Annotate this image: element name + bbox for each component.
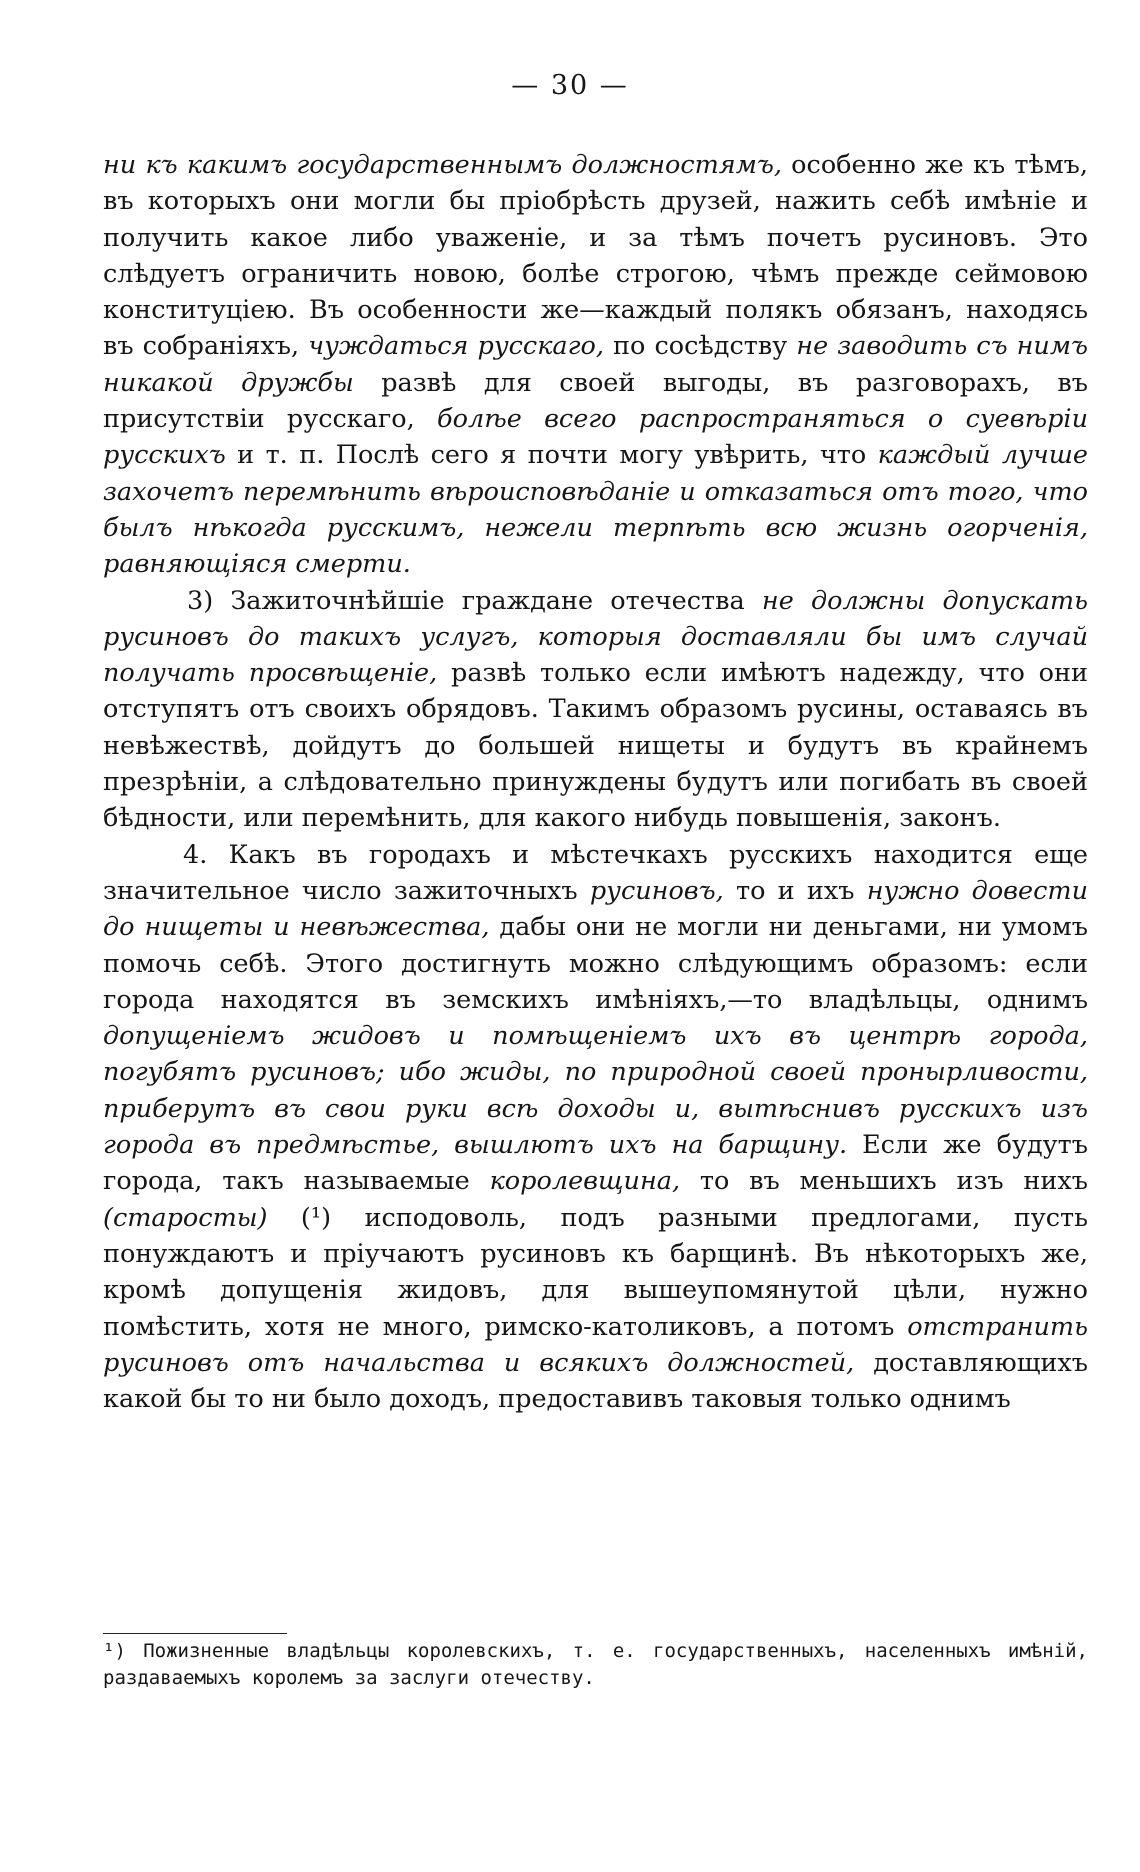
italic-span: королевщина, [489,1166,681,1197]
italic-span: каждый лучше захочетъ перемѣнить вѣроисповѣданіе и отказаться отъ того, что былъ нѣкогда русскимъ, нежели терпѣть всю жизнь огорченія, равняющіяся смерти. [103,440,1088,580]
text-span: 3) Зажиточнѣйшіе граждане отечества [187,585,762,616]
italic-span: (старосты) [103,1202,268,1233]
italic-span: нужно довести до нищеты и невѣжества, [103,875,1088,943]
italic-span: ни къ какимъ государственнымъ должностямъ, [103,150,782,180]
text-span: дабы они не могли ни деньгами, ни умомъ помочь себѣ. Этого достигнуть можно слѣдующимъ образомъ: если города находятся въ земскихъ имѣніяхъ,—то владѣльцы, однимъ [103,912,1088,1015]
italic-span: не должны допускать русиновъ до такихъ услугъ, которыя доставляли бы имъ случай получать просвѣщеніе, [103,585,1088,689]
text-span: Если же будутъ города, такъ называемые [103,1130,1088,1197]
footnote-text: Пожизненные владѣльцы королевскихъ, т. е. государственныхъ, населенныхъ имѣній, раздаваемыхъ королемъ за заслуги отечеству. [103,1640,1088,1689]
text-span: по сосѣдству [603,331,797,362]
text-span: особенно же къ тѣмъ, въ которыхъ они могли бы пріобрѣсть друзей, нажить себѣ имѣніе и получить какое либо уваженіе, и за тѣмъ почетъ русиновъ. Это слѣдуетъ ограничить новою, болѣе строгою, чѣмъ прежде сеймовою конституціею. Въ особенности же—каждый полякъ обязанъ, находясь въ собраніяхъ, [103,150,1088,362]
main-text [103,147,1088,1417]
italic-span: отстранить русиновъ отъ начальства и всякихъ должностей, [103,1311,1088,1378]
footnote [103,1638,1088,1692]
text-span: развѣ для своей выгоды, въ разговорахъ, въ присутствіи русскаго, [103,367,1088,435]
italic-span: русиновъ, [589,875,724,906]
italic-span: не заводить съ нимъ никакой дружбы [103,331,1088,398]
italic-span: чуждаться русскаго, [308,331,604,362]
text-span: развѣ только если имѣютъ надежду, что они отступятъ отъ своихъ обрядовъ. Такимъ образомъ русины, оставаясь въ невѣжествѣ, дойдутъ до большей нищеты и будутъ въ крайнемъ презрѣніи, а слѣдовательно принуждены будутъ или погибать въ своей бѣдности, или перемѣнить, для какого нибудь повышенія, законъ. [103,658,1088,834]
text-span: 4. Какъ въ городахъ и мѣстечкахъ русскихъ находится еще значительное число зажиточныхъ [103,839,1088,906]
paragraph-1 [103,147,1088,583]
text-span: и т. п. Послѣ сего я почти могу увѣрить, что [225,440,878,471]
text-span: то въ меньшихъ изъ нихъ [680,1166,1088,1197]
page-number: — 30 — [511,70,629,101]
footnote-mark: ¹) [103,1640,126,1662]
italic-span: болѣе всего распространяться о суевѣріи русскихъ [103,404,1088,471]
text-span: то и ихъ [723,875,867,906]
italic-span: допущеніемъ жидовъ и помѣщеніемъ ихъ въ центрѣ города, погубятъ русиновъ; ибо жиды, по природной своей пронырливости, приберутъ въ свои руки всѣ доходы и, вытѣснивъ русскихъ изъ города въ предмѣстье, вышлютъ ихъ на барщину. [103,1021,1088,1161]
paragraph-2 [103,583,1088,837]
text-span: доставляющихъ какой бы то ни было доходъ, предоставивъ таковыя только однимъ [103,1347,1089,1415]
paragraph-3 [103,837,1088,1418]
footnote-divider [103,1633,287,1634]
text-span: (¹) исподоволь, подъ разными предлогами, пусть понуждаютъ и пріучаютъ русиновъ къ барщинѣ. Въ нѣкоторыхъ же, кромѣ допущенія жидовъ, для вышеупомянутой цѣли, нужно помѣстить, хотя не много, римско-католиковъ, а потомъ [103,1202,1088,1342]
